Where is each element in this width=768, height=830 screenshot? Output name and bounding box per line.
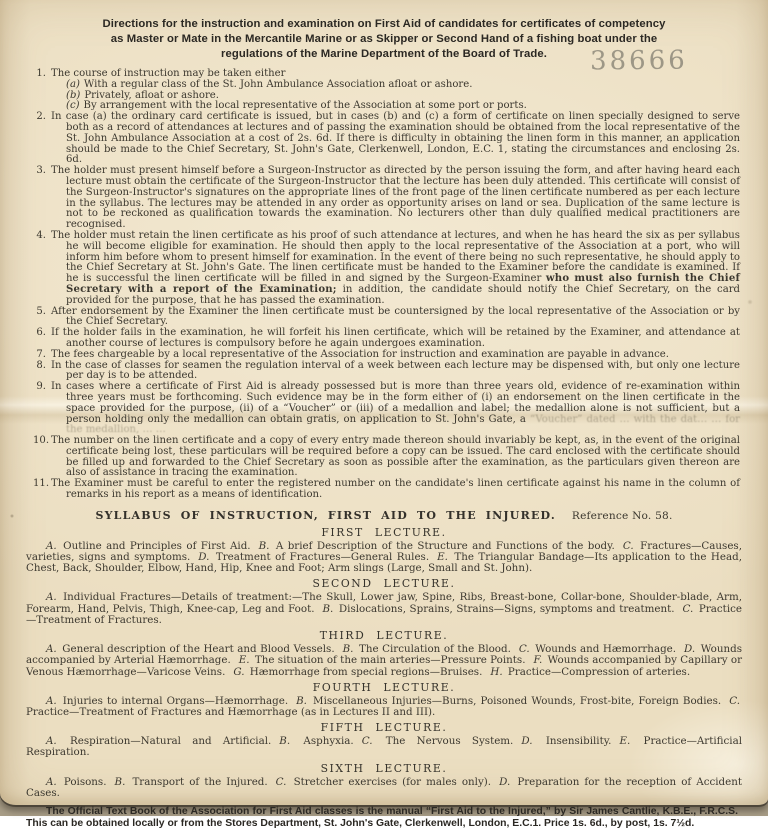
lecture-section	[0, 682, 768, 718]
part-letter: E.	[238, 654, 250, 667]
part-text: The Circulation of the Blood.	[358, 643, 511, 656]
instruction-item	[0, 166, 740, 231]
sub-item-text: Privately, afloat or ashore.	[84, 89, 219, 101]
part-letter: H.	[490, 665, 503, 678]
item-number: 10.	[33, 435, 50, 447]
part-text: Poisons.	[63, 775, 107, 788]
part-text: Treatment of Fractures—General Rules.	[215, 551, 430, 564]
part-letter: B.	[258, 539, 270, 552]
part-text: The Nervous System.	[385, 735, 514, 748]
part-letter: E.	[437, 551, 448, 564]
part-letter: C.	[622, 539, 634, 552]
part-text: Practice—Treatment of Fractures and Hæmorrhage (as in Lectures II and III).	[26, 705, 436, 718]
part-text: Preparation for the reception of Accident Cases.	[26, 775, 743, 799]
lecture-part	[276, 776, 491, 788]
lecture-part	[362, 735, 514, 747]
lecture-part	[322, 603, 674, 615]
sub-item-text: With a regular class of the St. John Ambulance Association afloat or ashore.	[83, 78, 473, 90]
part-letter: B.	[322, 602, 334, 615]
part-letter: F.	[533, 654, 543, 667]
item-text: The fees chargeable by a local representative of the Association for instruction and examination are payable in advance.	[51, 348, 669, 360]
sub-item-label: (c)	[66, 100, 80, 112]
part-letter: A.	[46, 539, 57, 552]
lecture-part	[233, 666, 482, 678]
part-letter: A.	[46, 735, 57, 748]
document-title-line: regulations of the Marine Department of the Board of Trade.	[220, 48, 547, 60]
item-number: 6.	[36, 327, 46, 339]
lecture-content	[26, 696, 742, 718]
instruction-item	[0, 382, 740, 436]
syllabus-title: SYLLABUS OF INSTRUCTION, FIRST AID TO THE INJURED.	[95, 508, 556, 522]
part-text: Practice—Artificial Respiration.	[26, 735, 743, 759]
footer-paragraph: The Official Text Book of the Association for First Aid classes is the manual “First Aid to the Injured,” by Sir James Cantlie, K.B.E., F.R.C.S. This can be obtained locally or from the Stores Department, St. John's Gate, Clerkenwell, London, E.C.1. Price 1s. 6d., by post, 1s. 7½d.	[26, 805, 738, 829]
item-text-bold: who must also furnish the Chief Secretary with a report of the Examination;	[66, 273, 741, 295]
lecture-heading: FIRST LECTURE.	[321, 525, 447, 539]
lecture-part	[46, 695, 288, 707]
item-number: 1.	[36, 68, 46, 79]
lecture-section	[0, 527, 768, 575]
item-text: in addition, the candidate should notify the Chief Secretary, on the card provided for the purpose, that he has passed the examination.	[66, 283, 741, 306]
lecture-part	[343, 643, 511, 655]
part-text: Miscellaneous Injuries—Burns, Poisoned Wounds, Frost-bite, Foreign Bodies.	[313, 694, 722, 707]
part-text: Injuries to internal Organs—Hæmorrhage.	[62, 694, 289, 707]
syllabus-header	[30, 509, 738, 523]
item-number: 7.	[36, 348, 46, 360]
item-number: 3.	[36, 165, 46, 177]
lecture-part	[519, 643, 676, 655]
lecture-part	[115, 776, 268, 788]
item-text: The number on the linen certificate and a copy of every entry made thereon should invariably be kept, as, in the event of the original certificate being lost, these particulars will be required before a copy can be issued. The card enclosed with the certificate should be filled up and forwarded to the Chief Secretary as soon as possible after the examination, as the particulars given thereon are also of assistance in tracing the examination.	[51, 435, 740, 479]
faded-crease-text: “Voucher” dated … with the dat… … for the medallion, … …	[66, 413, 740, 436]
sub-item-text: By arrangement with the local representative of the Association at some port or ports.	[83, 100, 527, 112]
part-text: Insensibility.	[545, 735, 612, 748]
part-text: Wounds accompanied by Capillary or Venous Hæmorrhage—Varicose Veins.	[26, 654, 743, 678]
lecture-content	[26, 592, 742, 626]
part-text: Practice—Compression of arteries.	[507, 665, 691, 678]
syllabus-reference: Reference No. 58.	[571, 509, 673, 522]
item-text: The course of instruction may be taken either	[51, 68, 286, 79]
document-title-line: as Master or Mate in the Mercantile Marine or as Skipper or Second Hand of a fishing boat under the	[110, 33, 658, 45]
part-letter: D.	[198, 551, 210, 564]
item-number: 2.	[36, 111, 46, 123]
instruction-item	[0, 328, 740, 350]
item-subitems	[0, 80, 740, 112]
stamp-number: 38666	[589, 45, 688, 77]
item-number: 8.	[36, 359, 46, 371]
item-number: 9.	[36, 381, 46, 393]
part-letter: B.	[342, 643, 354, 656]
part-letter: B.	[279, 735, 291, 748]
instruction-item	[0, 231, 740, 307]
lecture-part	[46, 735, 271, 747]
lecture-heading: FIFTH LECTURE.	[320, 721, 448, 735]
lecture-part	[198, 551, 429, 563]
lecture-section	[0, 578, 768, 626]
item-number: 5.	[36, 305, 46, 317]
part-letter: G.	[233, 665, 245, 678]
sub-item-label: (b)	[66, 89, 81, 101]
lecture-heading: THIRD LECTURE.	[319, 629, 449, 643]
part-letter: D.	[499, 775, 511, 788]
instruction-item	[0, 479, 740, 501]
item-text: In the case of classes for seamen the regulation interval of a week between each lecture may be dispensed with, but only one lecture per day is to be attended.	[51, 359, 740, 382]
item-text: The holder must retain the linen certificate as his proof of such attendance at lectures, and when he has heard the six as per syllabus he will become eligible for examination. He should then apply to the local representative of the Association at a port, who will inform him before whom to present himself for examination. In the event of there being no such representative, he should apply to the Chief Secretary at St. John's Gate. The linen certificate must be handed to the Examiner before the candidate is examined. If he is successful the linen certificate will be filled in and signed by the Surgeon-Examiner	[51, 229, 740, 285]
part-letter: D.	[521, 735, 533, 748]
part-text: Practice—Treatment of Fractures.	[26, 602, 742, 626]
instruction-list	[0, 69, 740, 501]
part-text: Transport of the Injured.	[132, 775, 268, 788]
item-text: The holder must present himself before a Surgeon-Instructor as directed by the person issuing the form, and after having heard each lecture must obtain the certificate of the Surgeon-Instructor that the lecture has been duly attended. This certificate will consist of the Surgeon-Instructor's signatures on the appropriate lines of the front page of the linen certificate numbered as per each lecture in the syllabus. The lectures may be attended in any order as opportunity arises on land or sea. Duplication of the same lecture is not to be reckoned as qualification towards the examination. No lecturers other than duly qualified medical practitioners are recognised.	[51, 165, 740, 231]
item-text: The Examiner must be careful to enter the registered number on the candidate's linen certificate against his name in the column of remarks in his report as a means of identification.	[51, 478, 740, 501]
part-text: Stretcher exercises (for males only).	[293, 775, 492, 788]
instruction-item	[0, 361, 740, 383]
lecture-part	[46, 540, 251, 552]
lecture-section	[0, 722, 768, 758]
part-letter: A.	[46, 775, 57, 788]
part-letter: C.	[682, 602, 694, 615]
part-letter: C.	[275, 775, 287, 788]
part-letter: B.	[114, 775, 126, 788]
lecture-content	[26, 644, 742, 678]
part-text: Wounds and Hæmorrhage.	[535, 643, 677, 656]
part-letter: E.	[619, 735, 631, 748]
part-text: Fractures—Causes, varieties, signs and symptoms.	[26, 539, 742, 564]
instruction-item	[0, 436, 740, 479]
part-text: Outline and Principles of First Aid.	[63, 539, 251, 552]
lecture-section	[0, 763, 768, 799]
sub-item-label: (a)	[66, 78, 80, 90]
part-text: Dislocations, Sprains, Strains—Signs, symptoms and treatment.	[338, 602, 675, 615]
lecture-part	[279, 735, 353, 747]
lecture-section	[0, 630, 768, 678]
part-letter: D.	[684, 643, 696, 656]
lecture-heading: FOURTH LECTURE.	[312, 680, 456, 694]
part-text: Individual Fractures—Details of treatment:—The Skull, Lower jaw, Spine, Ribs, Breast-bone, Collar-bone, Shoulder-blade, Arm, Forearm, Hand, Pelvis, Thigh, Knee-cap, Leg and Foot.	[26, 591, 742, 615]
item-text: In cases where a certificate of First Aid is already possessed but is more than three years old, evidence of re-examination within three years must be forthcoming. Such evidence may be in the form either of (i) an endorsement on the linen certificate in the space provided for the purpose, (ii) of a “Voucher” or (iii) of a medallion and label; the medallion alone is not sufficient, but a person holding only the medallion can obtain gratis, on application to St. John's Gate, a	[51, 381, 740, 425]
document-title-line: Directions for the instruction and examination on First Aid of candidates for certificates of competency	[102, 18, 666, 30]
item-text: If the holder fails in the examination, he will forfeit his linen certificate, which will be retained by the Examiner, and attendance at another course of lectures is compulsory before he again undergoes examination.	[51, 327, 740, 349]
lecture-part	[296, 695, 721, 707]
part-text: Wounds accompanied by Arterial Hæmorrhage.	[26, 643, 742, 667]
part-text: Asphyxia.	[303, 735, 354, 748]
part-letter: A.	[46, 694, 57, 707]
part-text: Hæmorrhage from special regions—Bruises.	[249, 665, 483, 678]
lecture-heading: SECOND LECTURE.	[312, 577, 456, 591]
item-text: After endorsement by the Examiner the linen certificate must be countersigned by the local representative of the Association or by the Chief Secretary.	[51, 305, 740, 328]
part-letter: B.	[296, 694, 307, 707]
item-text: In case (a) the ordinary card certificate is issued, but in cases (b) and (c) a form of certificate on linen specially designed to serve both as a record of attendances at lectures and of passing the examination should be obtained from the local representative of the St. John Ambulance Association at a cost of 2s. 6d. If there is difficulty in obtaining the linen form in this manner, an application should be made to the Chief Secretary, St. John's Gate, Clerkenwell, London, E.C. 1, stating the circumstances and enclosing 2s. 6d.	[51, 111, 740, 166]
lecture-part	[490, 666, 690, 678]
instruction-item	[0, 307, 740, 329]
lecture-part	[239, 654, 526, 666]
part-text: General description of the Heart and Blood Vessels.	[62, 643, 335, 656]
part-letter: C.	[729, 694, 740, 707]
part-text: The situation of the main arteries—Pressure Points.	[254, 654, 526, 667]
part-letter: A.	[46, 643, 57, 656]
part-letter: C.	[361, 735, 373, 748]
part-letter: A.	[46, 591, 57, 604]
instruction-item	[0, 112, 740, 166]
item-number: 11.	[33, 478, 50, 490]
lecture-heading: SIXTH LECTURE.	[320, 761, 448, 775]
part-text: A brief Description of the Structure and Functions of the body.	[275, 539, 615, 552]
item-number: 4.	[36, 229, 46, 241]
lecture-part	[46, 776, 107, 788]
lecture-content	[26, 541, 742, 575]
part-letter: C.	[518, 643, 530, 656]
lecture-part	[521, 735, 611, 747]
lecture-content	[26, 736, 742, 758]
part-text: Respiration—Natural and Artificial.	[70, 735, 272, 748]
lecture-part	[259, 540, 615, 552]
lecture-part	[46, 643, 335, 655]
part-text: The Triangular Bandage—Its application to the Head, Chest, Back, Shoulder, Elbow, Hand, Hip, Knee and Foot; Arm slings (Large, Small and St. John).	[26, 551, 742, 575]
lecture-content	[26, 777, 742, 799]
